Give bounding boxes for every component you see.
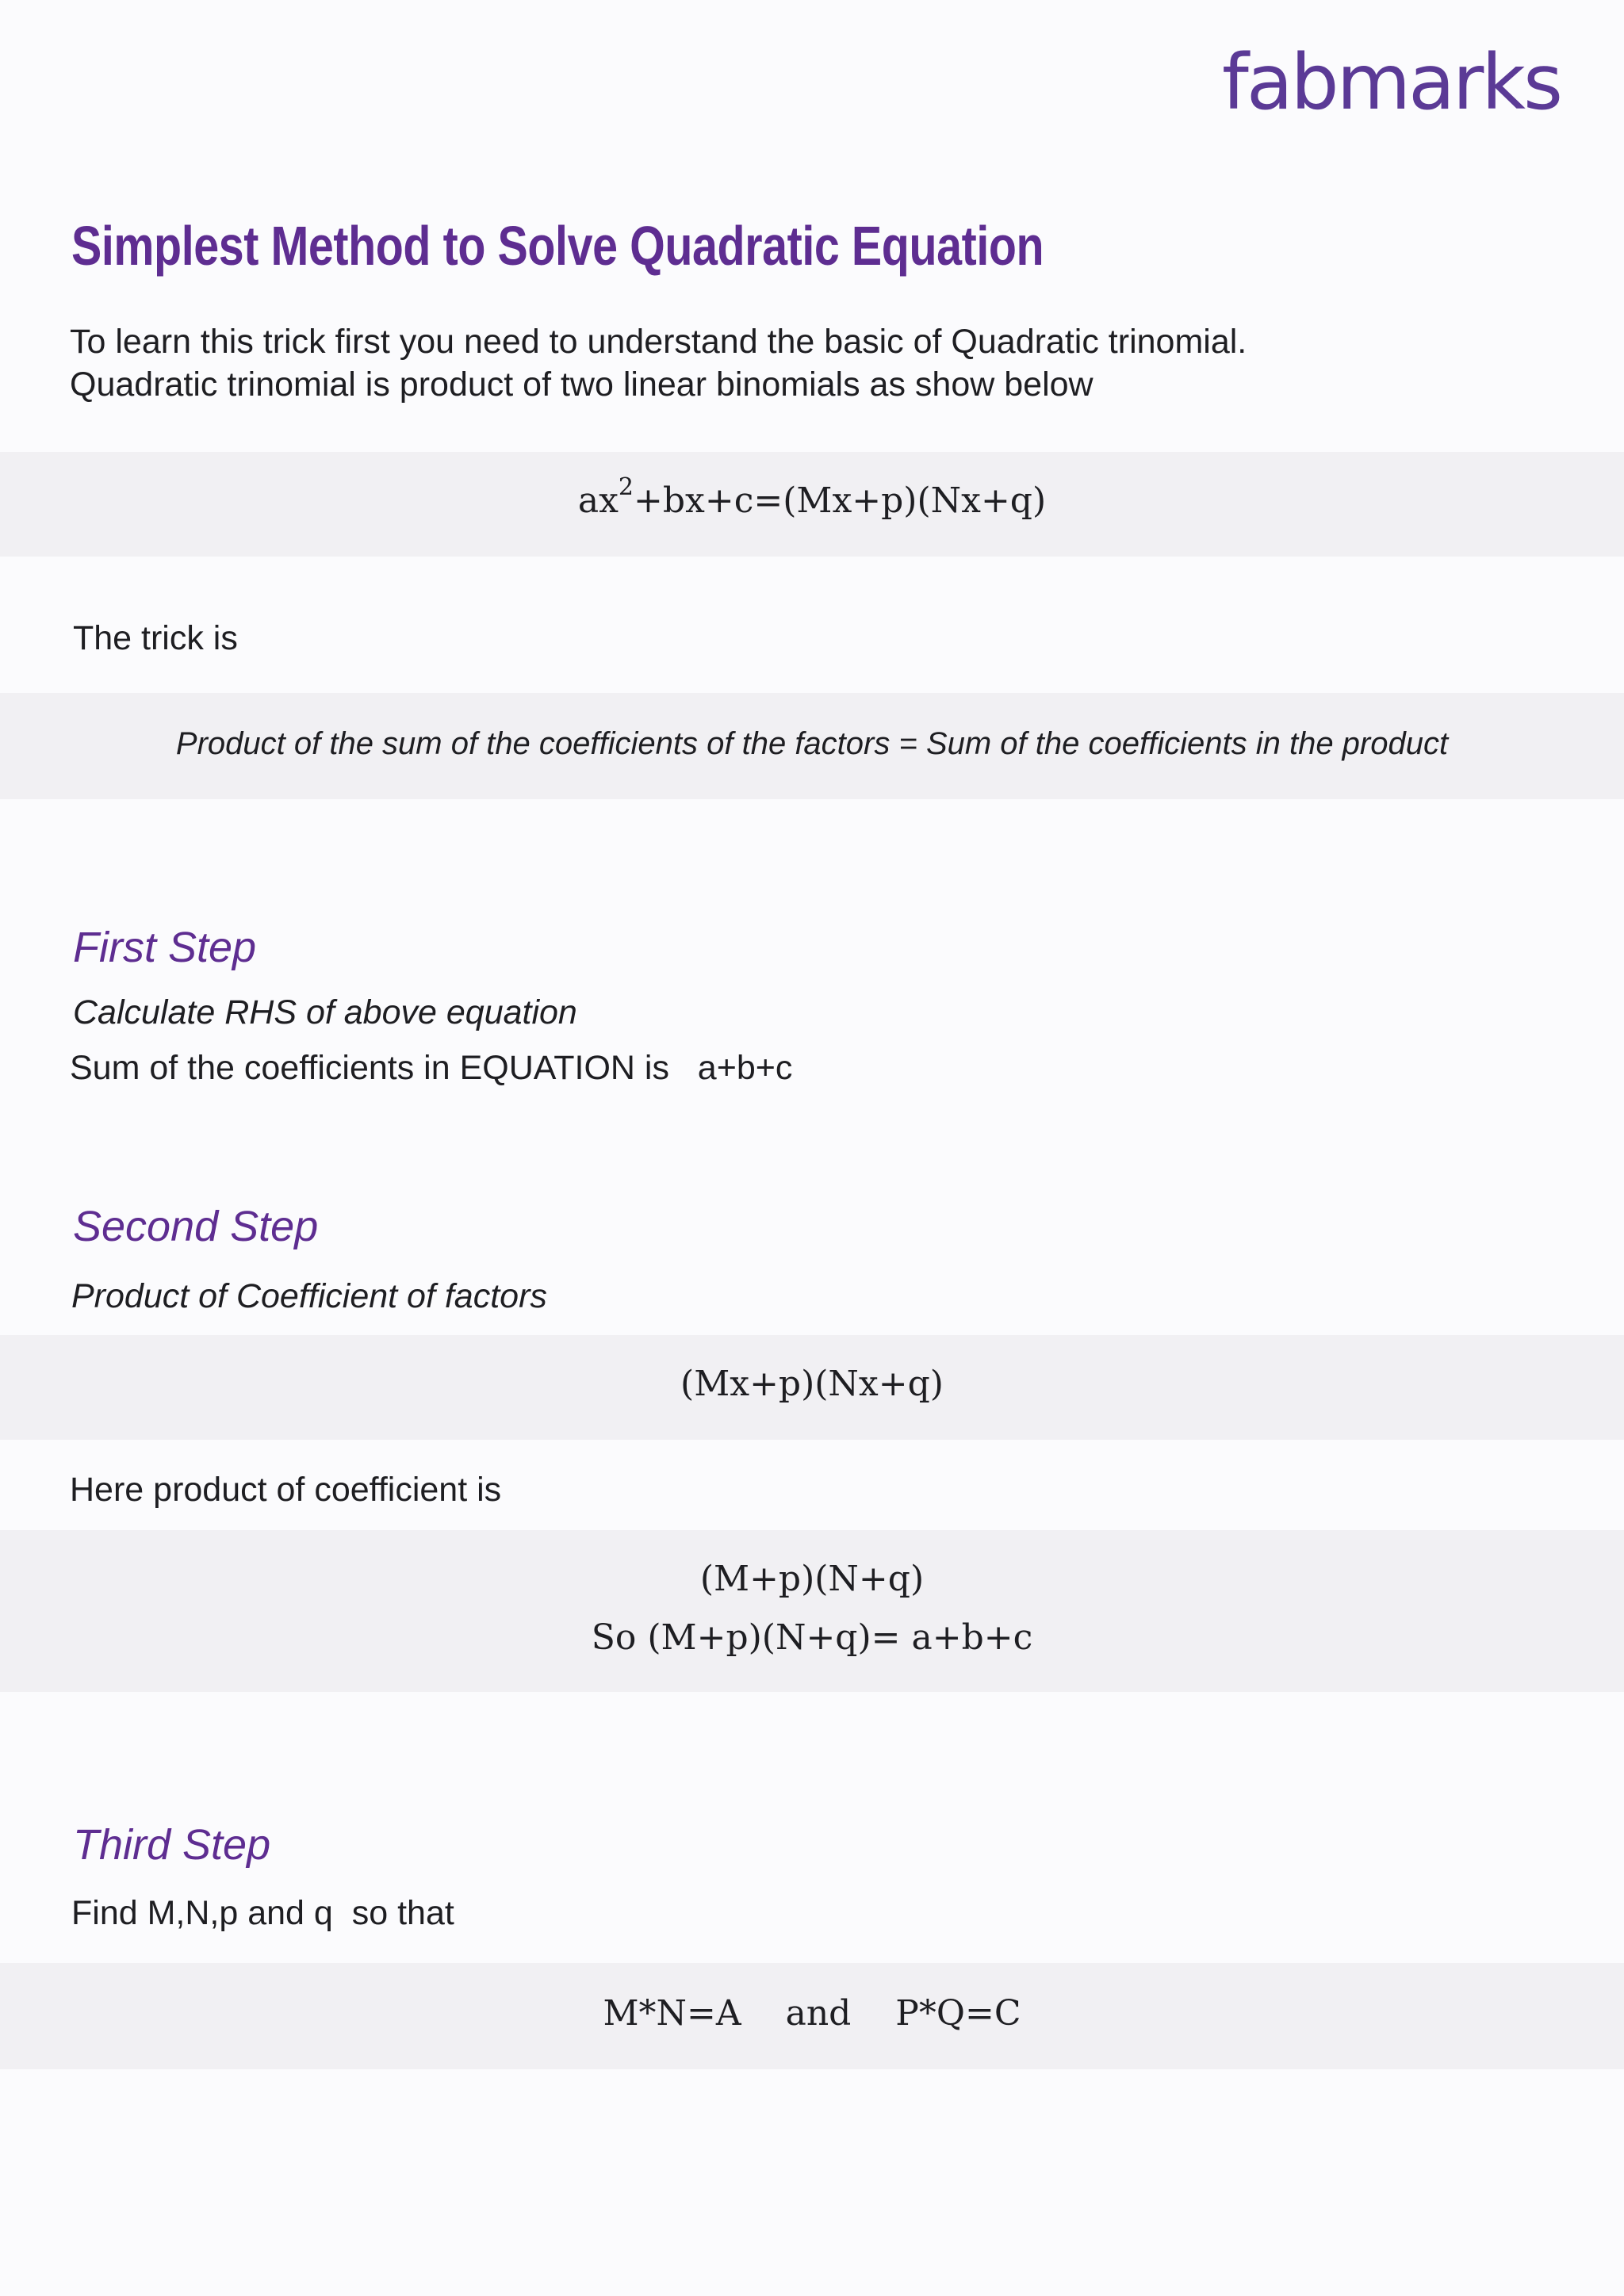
second-step-formula: (Mx+p)(Nx+q) xyxy=(680,1364,944,1404)
third-step-formula-band xyxy=(0,1963,1624,2069)
second-step-text: Here product of coefficient is xyxy=(70,1471,502,1509)
equation-base: ax xyxy=(577,480,619,521)
first-step-text: Sum of the coefficients in EQUATION is a+b+c xyxy=(70,1049,793,1087)
second-step-formula-line-2: So (M+p)(N+q)= a+b+c xyxy=(591,1617,1033,1658)
trick-label: The trick is xyxy=(73,619,238,657)
third-step-heading: Third Step xyxy=(73,1821,271,1869)
second-step-heading: Second Step xyxy=(73,1203,319,1250)
trick-band xyxy=(0,693,1624,799)
first-step-heading: First Step xyxy=(73,924,257,971)
third-step-formula: M*N=A and P*Q=C xyxy=(603,1993,1021,2034)
trick-statement: Product of the sum of the coefficients of the factors = Sum of the coefficients in the product xyxy=(175,726,1449,761)
intro-line-2: Quadratic trinomial is product of two linear binomials as show below xyxy=(70,365,1094,404)
second-step-result-band xyxy=(0,1530,1624,1692)
first-step-subheading: Calculate RHS of above equation xyxy=(73,993,577,1031)
equation-band-main xyxy=(0,452,1624,557)
page-title: Simplest Method to Solve Quadratic Equation xyxy=(71,215,1044,277)
second-step-formula-line-1: (M+p)(N+q) xyxy=(699,1559,925,1599)
equation-rest: +bx+c=(Mx+p)(Nx+q) xyxy=(634,480,1047,521)
intro-line-1: To learn this trick first you need to understand the basic of Quadratic trinomial. xyxy=(70,323,1247,361)
equation-exponent: 2 xyxy=(618,473,634,501)
second-step-subheading: Product of Coefficient of factors xyxy=(71,1277,547,1315)
equation-main xyxy=(0,473,1624,521)
fabmarks-logo: fabmarks xyxy=(1222,38,1561,127)
second-step-formula-band xyxy=(0,1335,1624,1440)
third-step-subheading: Find M,N,p and q so that xyxy=(71,1894,454,1932)
